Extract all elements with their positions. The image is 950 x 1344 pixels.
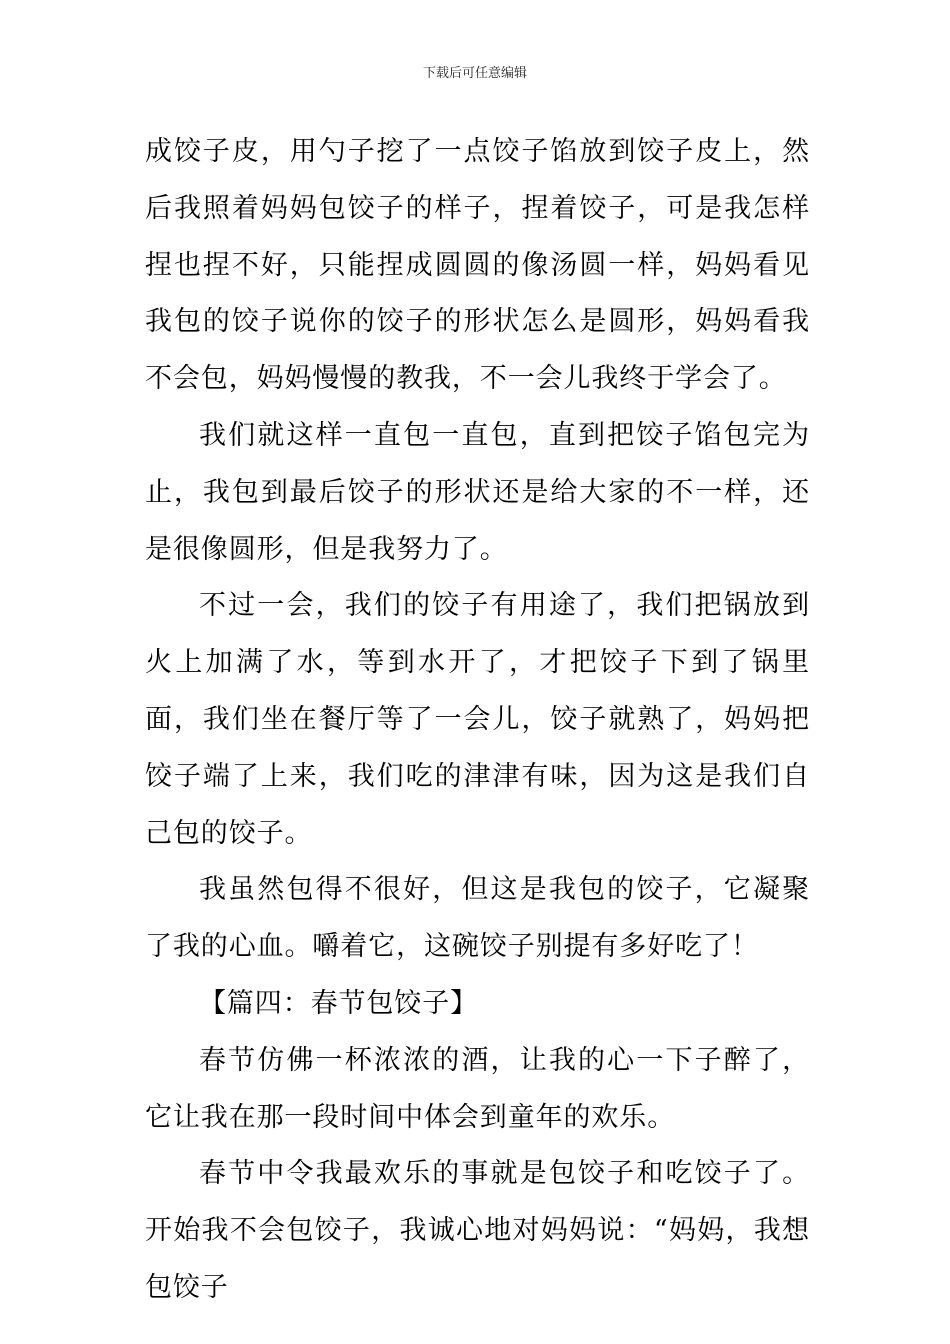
paragraph-continuation: 成饺子皮，用勺子挖了一点饺子馅放到饺子皮上，然后我照着妈妈包饺子的样子，捏着饺子，可是我怎样捏也捏不好，只能捏成圆圆的像汤圆一样，妈妈看见我包的饺子说你的饺子的形状怎么是圆形，妈妈看我不会包，妈妈慢慢的教我，不一会儿我终于学会了。 — [145, 136, 810, 395]
paragraph-wrapping-dumplings: 我们就这样一直包一直包，直到把饺子馅包完为止，我包到最后饺子的形状还是给大家的不一样，还是很像圆形，但是我努力了。 — [145, 419, 810, 565]
paragraph-conclusion: 我虽然包得不很好，但这是我包的饺子，它凝聚了我的心血。嚼着它，这碗饺子别提有多好吃了！ — [145, 874, 810, 963]
paragraph-spring-festival-intro: 春节仿佛一杯浓浓的酒，让我的心一下子醉了，它让我在那一段时间中体会到童年的欢乐。 — [145, 1044, 810, 1133]
document-body — [145, 124, 810, 1317]
paragraph-cooking-dumplings: 不过一会，我们的饺子有用途了，我们把锅放到火上加满了水，等到水开了，才把饺子下到了锅里面，我们坐在餐厅等了一会儿，饺子就熟了，妈妈把饺子端了上来，我们吃的津津有味，因为这是我们自己包的饺子。 — [145, 590, 810, 849]
page-header: 下载后可任意编辑 — [422, 66, 527, 81]
paragraph-spring-festival-dumplings: 春节中令我最欢乐的事就是包饺子和吃饺子了。开始我不会包饺子，我诚心地对妈妈说：“妈妈，我想包饺子 — [145, 1158, 810, 1303]
section-title: 【篇四：春节包饺子】 — [199, 987, 478, 1019]
